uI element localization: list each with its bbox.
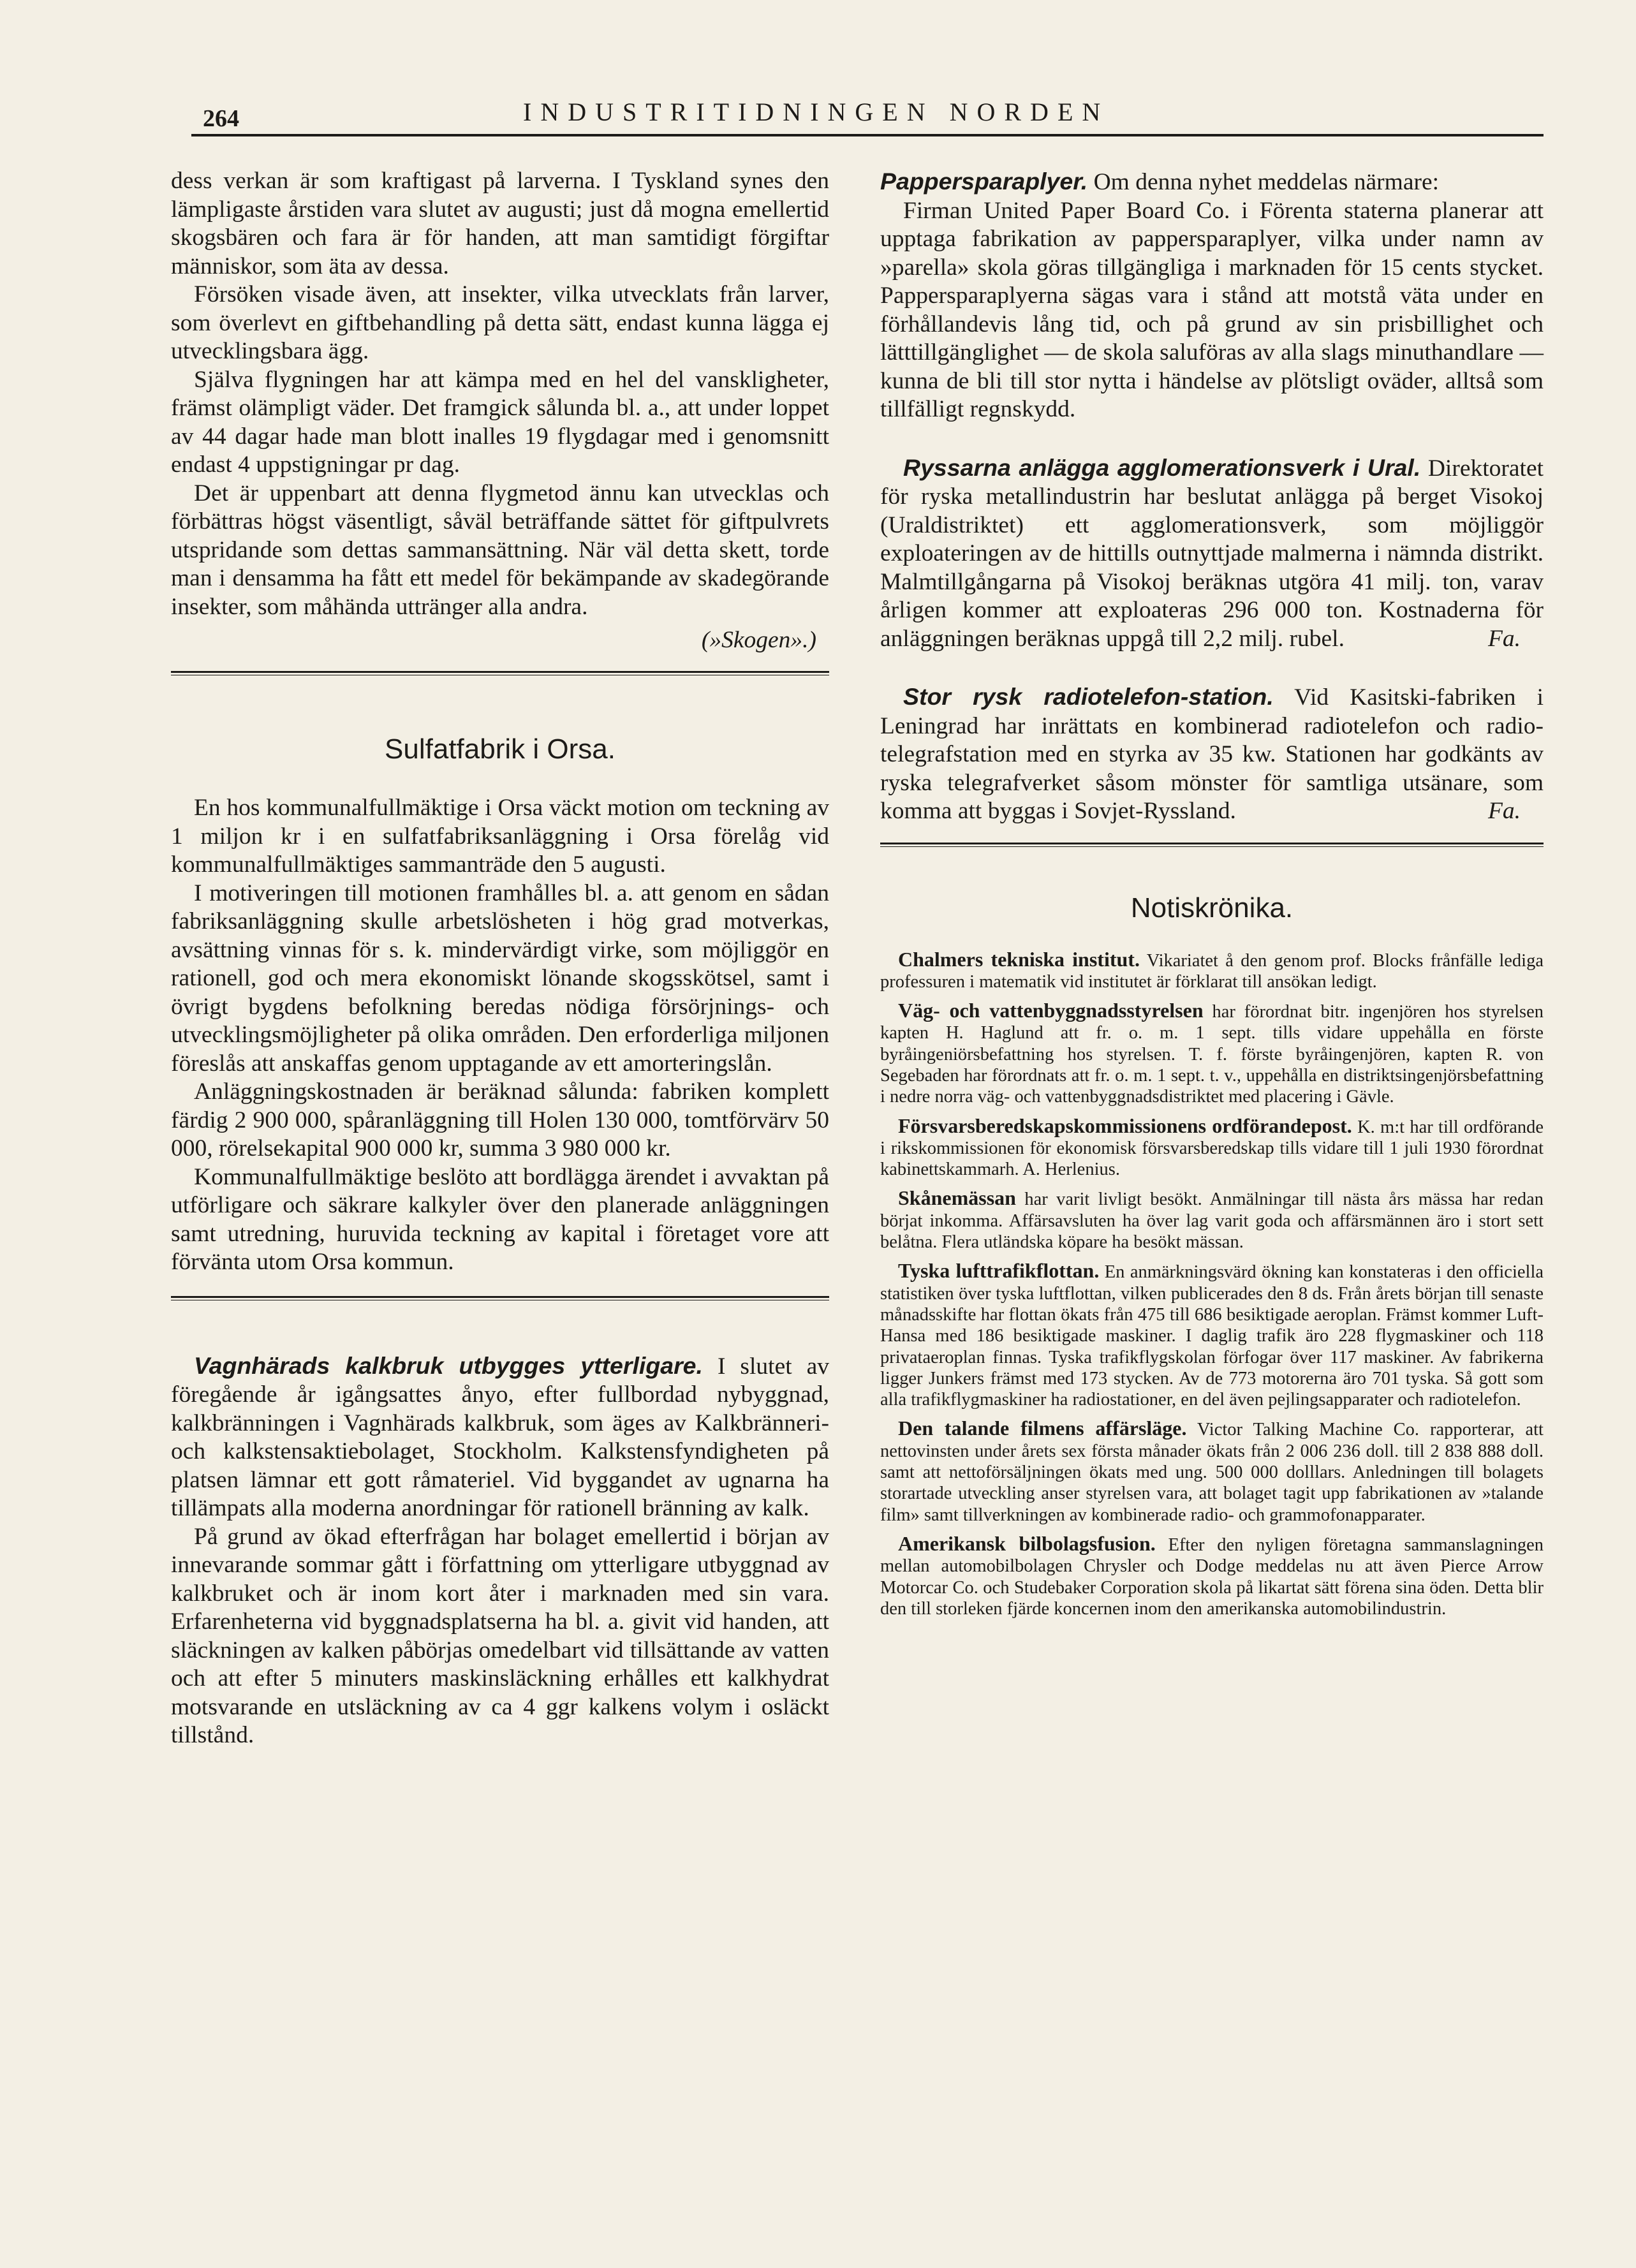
article-lead-ryssarna: Ryssarna anlägga agglomerationsverk i Ural.: [903, 453, 1421, 481]
paragraph: Vagnhärads kalkbruk utbygges ytterligare. I slutet av föregående år igångsattes ånyo, efter fullbordad nybyggnad, kalkbränningen i Vagnhärads kalkbruk, som äges av Kalkbränneri- och kalkstensaktiebolaget, Stockholm. Kalkstensfyndigheten på platsen lämnar ett gott råmateriel. Vid byggandet av ugnarna ha tillämpats alla moderna anordningar för rationell bränning av kalk.: [171, 1351, 829, 1521]
right-column: [880, 167, 1544, 1619]
page-number: 264: [203, 105, 239, 132]
running-head: INDUSTRITIDNINGEN NORDEN: [523, 98, 1110, 126]
paragraph: Kommunalfullmäktige beslöto att bordlägga ärendet i avvaktan på utförligare och säkrare kalkyler över den planerade anläggningen samt utredning, huruvida teckning av kapital i företaget vore att förvänta utom Orsa kommun.: [171, 1163, 829, 1275]
signature: Fa.: [1487, 625, 1521, 652]
article-heading-sulfatfabrik: Sulfatfabrik i Orsa.: [385, 733, 615, 765]
notice-item: Den talande filmens affärsläge. Victor Talking Machine Co. rapporterar, att nettovinsten under årets sex första månader ökats från 2 006 236 doll. till 2 838 888 doll. samt att nettoförsäljningen ökats med ung. 500 000 dolllars. Anledningen till bolagets storartade utveckling anser styrelsen vara, att bolaget tagit upp fabrikationen av »talande film» samt tillverkningen av kombinerade radio- och grammofonapparater.: [880, 1417, 1544, 1525]
article-lead-pappersparaplyer: Pappersparaplyer.: [880, 168, 1088, 195]
paragraph: På grund av ökad efterfrågan har bolaget emellertid i början av innevarande sommar gått i författning om ytterligare utbyggnad av kalkbruket och är inom kort åter i marknaden med sin vara. Erfarenheterna vid byggnadsplatserna ha bl. a. givit vid handen, att släckningen av kalken påbörjas omedelbart vid tillsättande av vatten och att efter 5 minuters maskinsläckning erhålles ett kalkhydrat motsvarande en utsläckning av ca 4 ggr kalkens volym i osläckt tillstånd.: [171, 1523, 829, 1748]
paragraph: En hos kommunalfullmäktige i Orsa väckt motion om teckning av 1 miljon kr i en sulfatfabriksanläggning i Orsa förelåg vid kommunalfullmäktiges sammanträde den 5 augusti.: [171, 795, 829, 878]
notice-list: [880, 949, 1544, 1620]
paragraph: Anläggningskostnaden är beräknad sålunda: fabriken komplett färdig 2 900 000, spåranläggning till Holen 130 000, tomtförvärv 50 000, rörelsekapital 900 000 kr, summa 3 980 000 kr.: [171, 1079, 829, 1161]
paragraph: Pappersparaplyer. Om denna nyhet meddelas närmare:: [880, 168, 1440, 195]
paragraph: Firman United Paper Board Co. i Förenta staterna planerar att upptaga fabrikation av pappersparaplyer, vilka under namn av »parella» skola göras tillgängliga i marknaden för 15 cents stycket. Pappersparaplyerna sägas vara i stånd att motstå väta under en förhållandevis lång tid, och på grund av sin prisbillighet och lätttillgänglighet — de skola saluföras av alla slags minuthandlare — kunna de bli till stor nytta i händelse av plötsligt oväder, alltså som tillfälligt regnskydd.: [880, 197, 1544, 422]
paragraph: Försöken visade även, att insekter, vilka utvecklats från larver, som överlevt en giftbehandling på detta sätt, endast kunna lägga ej utvecklingsbara ägg.: [171, 281, 829, 364]
paragraph: I motiveringen till motionen framhålles bl. a. att genom en sådan fabriksanläggning skulle arbetslösheten i hög grad motverkas, avsättning vinnas för s. k. mindervärdigt virke, som möjliggör en rationell, god och mera ekonomiskt lönande skogsskötsel, samt i övrigt bygdens befolkning beredas nödiga försörjnings- och utvecklingsmöjligheter på olika områden. Den erforderliga miljonen föreslås att anskaffas genom upptagande av ett amorteringslån.: [171, 880, 829, 1077]
section-rule: [171, 1296, 829, 1300]
left-column: [171, 167, 829, 1750]
notice-item: Skånemässan har varit livligt besökt. Anmälningar till nästa års mässa har redan börjat inkomma. Affärsavsluten ha över lag varit goda och affärsmännen äro i stort sett belåtna. Flera utländska köpare ha besökt mässan.: [880, 1186, 1544, 1253]
notice-item: Chalmers tekniska institut. Vikariatet å den genom prof. Blocks frånfälle lediga professuren i matematik vid institutet är förklarat till ansökan ledigt.: [880, 947, 1544, 992]
section-heading-notiskronika: Notiskrönika.: [1130, 892, 1293, 924]
section-rule: [171, 671, 829, 675]
notice-item: Tyska lufttrafikflottan. En anmärkningsvärd ökning kan konstateras i den officiella statistiken över tyska luftflottan, vilken publicerades den 8 ds. Från årets början till senaste månadsskifte har flottan ökats från 475 till 686 besiktigade aeroplan. Främst kommer Luft-Hansa med 186 besiktigade maskiner. I daglig trafik äro 228 flygmaskiner och 118 privataeroplan finnas. Tyska trafikflygskolan förfogar över 117 maskiner. Av fabrikerna ligger Junkers främst med 173 stycken. Av de 773 motorerna äro 701 tyska. Så gott som alla trafikflygmaskiner ha radiostationer, en del även pejlingsapparater och radiotelefon.: [880, 1259, 1544, 1410]
paragraph: Stor rysk radiotelefon-station. Vid Kasitski-fabriken i Leningrad har inrättats en kombinerad radiotelefon och radio-telegrafstation med en styrka av 35 kw. Stationen har godkänts av ryska telegrafverket såsom mönster för samtliga utsänare, som komma att byggas i Sovjet-Ryssland. Fa.: [880, 682, 1544, 826]
notice-item: Försvarsberedskapskommissionens ordförandepost. K. m:t har till ordförande i rikskommissionen för ekonomisk försvarsberedskap tills vidare till 1 juli 1930 förordnat kabinettskammarh. A. Herlenius.: [880, 1114, 1544, 1180]
section-rule: [880, 843, 1544, 847]
paragraph: dess verkan är som kraftigast på larverna. I Tyskland synes den lämpligaste årstiden vara slutet av augusti; just då mogna emellertid skogsbären och fara är för handen, att man samtidigt förgiftar människor, som äta av dessa.: [171, 168, 829, 279]
paragraph: Själva flygningen har att kämpa med en hel del vanskligheter, främst olämpligt väder. Det framgick sålunda bl. a., att under loppet av 44 dagar hade man blott inalles 19 flygdagar med i genomsnitt endast 4 uppstigningar pr dag.: [171, 366, 829, 478]
paragraph: Det är uppenbart att denna flygmetod ännu kan utvecklas och förbättras högst väsentligt, såväl beträffande sättet för giftpulvrets utspridande som dettas sammansättning. När väl detta skett, torde man i densamma ha fått ett medel för bekämpande av skadegörande insekter, som måhända uttränger alla andra.: [171, 480, 829, 620]
article-lead-radiotelefon: Stor rysk radiotelefon-station.: [903, 683, 1274, 710]
article-lead-vagnharad: Vagnhärads kalkbruk utbygges ytterligare.: [194, 1351, 703, 1379]
header-rule: [191, 134, 1544, 136]
source-credit: (»Skogen».): [701, 627, 816, 653]
paragraph: Ryssarna anlägga agglomerationsverk i Ural. Direktoratet för ryska metallindustrin har beslutat anlägga på berget Visokoj (Uraldistriktet) ett agglomerationsverk, som möjliggör exploateringen av de hittills outnyttjade malmerna i nämnda distrikt. Malmtillgångarna på Visokoj beräknas utgöra 41 milj. ton, varav årligen kommer att exploateras 296 000 ton. Kostnaderna för anläggningen beräknas uppgå till 2,2 milj. rubel. Fa.: [880, 453, 1544, 654]
notice-item: Amerikansk bilbolagsfusion. Efter den nyligen företagna sammanslagningen mellan automobilbolagen Chrysler och Dodge meddelas nu att även Pierce Arrow Motorcar Co. och Studebaker Corporation skola på likartat sätt förena sina öden. Detta blir den till storleken fjärde koncernen inom den amerikanska automobilindustrin.: [880, 1531, 1544, 1619]
signature: Fa.: [1487, 798, 1521, 824]
notice-item: Väg- och vattenbyggnadsstyrelsen har förordnat bitr. ingenjören hos styrelsen kapten H. Haglund att fr. o. m. 1 sept. tills vidare uppehålla en förste byråingeniörsbefattning hos styrelsen. T. f. förste byråingenjören, kapten R. von Segebaden har förordnats att fr. o. m. 1 sept. t. v., uppehålla en distriktsingenjörsbefattning i nedre norra väg- och vattenbyggnadsdistriktet med placering i Gävle.: [880, 999, 1544, 1107]
